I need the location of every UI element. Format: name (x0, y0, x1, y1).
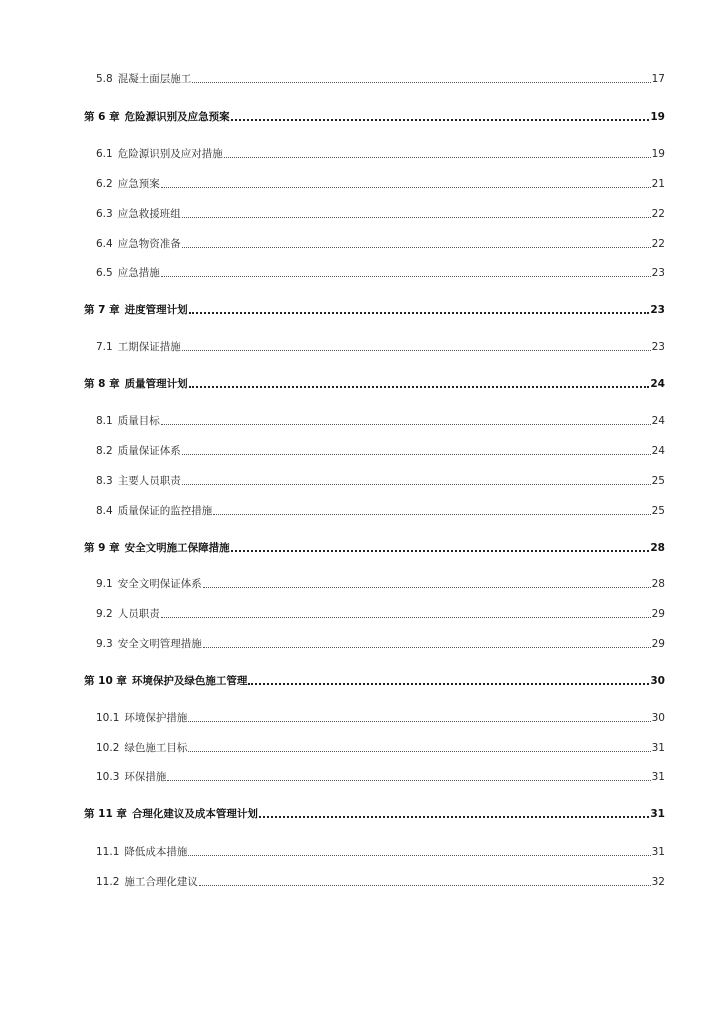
toc-page-number: 30 (651, 712, 665, 724)
toc-entry-number: 8.1 (96, 415, 113, 427)
toc-entry-text (96, 876, 198, 889)
toc-entry-number: 6.2 (96, 178, 113, 190)
toc-dot-leader (189, 312, 650, 314)
toc-chapter-entry[interactable] (0, 672, 724, 688)
toc-dot-leader (182, 217, 651, 218)
toc-entry-number: 7.1 (96, 341, 113, 353)
toc-page-number: 19 (650, 111, 665, 123)
toc-entry-title: 危险源识别及应对措施 (117, 148, 223, 160)
toc-dot-leader (182, 247, 651, 248)
toc-dot-leader (182, 454, 651, 455)
toc-entry-text (96, 445, 181, 458)
toc-entry-number: 第 11 章 (84, 808, 127, 820)
toc-page-number: 17 (651, 73, 665, 85)
toc-entry-text (96, 415, 160, 428)
toc-page-number: 25 (651, 475, 665, 487)
toc-page-number: 22 (651, 238, 665, 250)
toc-entry-text (84, 808, 258, 821)
toc-dot-leader (188, 751, 650, 752)
toc-entry-text (84, 675, 247, 688)
toc-entry-text (96, 208, 181, 221)
toc-section-entry[interactable] (0, 843, 724, 859)
toc-page-number: 31 (651, 846, 665, 858)
toc-section-entry[interactable] (0, 873, 724, 889)
toc-section-entry[interactable] (0, 442, 724, 458)
toc-entry-title: 环境保护措施 (124, 712, 188, 724)
toc-entry-text (96, 178, 160, 191)
toc-section-entry[interactable] (0, 635, 724, 651)
toc-page-number: 19 (651, 148, 665, 160)
toc-entry-title: 合理化建议及成本管理计划 (131, 808, 258, 820)
toc-dot-leader (224, 157, 651, 158)
toc-section-entry[interactable] (0, 709, 724, 725)
toc-section-entry[interactable] (0, 235, 724, 251)
toc-dot-leader (259, 816, 649, 818)
toc-dot-leader (189, 386, 650, 388)
toc-entry-text (96, 638, 202, 651)
toc-entry-title: 环保措施 (124, 771, 167, 783)
toc-entry-title: 质量保证的监控措施 (117, 505, 213, 517)
toc-entry-number: 8.3 (96, 475, 113, 487)
toc-dot-leader (161, 276, 651, 277)
toc-entry-number: 9.3 (96, 638, 113, 650)
toc-section-entry[interactable] (0, 145, 724, 161)
toc-section-entry[interactable] (0, 264, 724, 280)
toc-page-number: 22 (651, 208, 665, 220)
toc-entry-number: 11.2 (96, 876, 120, 888)
toc-page-number: 31 (651, 742, 665, 754)
toc-entry-title: 质量管理计划 (124, 378, 188, 390)
toc-dot-leader (182, 484, 651, 485)
toc-page-number: 23 (650, 304, 665, 316)
toc-section-entry[interactable] (0, 205, 724, 221)
toc-entry-title: 绿色施工目标 (124, 742, 188, 754)
toc-entry-text (96, 148, 223, 161)
toc-dot-leader (192, 82, 650, 83)
toc-entry-number: 第 8 章 (84, 378, 120, 390)
toc-entry-text (96, 475, 181, 488)
toc-entry-number: 10.2 (96, 742, 120, 754)
toc-page-number: 24 (651, 415, 665, 427)
toc-dot-leader (167, 780, 650, 781)
toc-chapter-entry[interactable] (0, 375, 724, 391)
toc-page-number: 24 (651, 445, 665, 457)
toc-entry-number: 6.1 (96, 148, 113, 160)
toc-entry-title: 环境保护及绿色施工管理 (131, 675, 248, 687)
toc-dot-leader (203, 587, 651, 588)
toc-dot-leader (188, 721, 650, 722)
toc-section-entry[interactable] (0, 338, 724, 354)
toc-section-entry[interactable] (0, 575, 724, 591)
toc-entry-text (84, 378, 188, 391)
toc-entry-title: 质量目标 (117, 415, 160, 427)
toc-entry-title: 施工合理化建议 (124, 876, 198, 888)
toc-section-entry[interactable] (0, 768, 724, 784)
toc-entry-title: 应急措施 (117, 267, 160, 279)
toc-entry-title: 质量保证体系 (117, 445, 181, 457)
toc-dot-leader (161, 187, 651, 188)
toc-entry-title: 混凝土面层施工 (117, 73, 192, 85)
toc-entry-text (96, 742, 187, 755)
toc-entry-number: 第 6 章 (84, 111, 120, 123)
toc-section-entry[interactable] (0, 175, 724, 191)
toc-entry-title: 危险源识别及应急预案 (124, 111, 230, 123)
toc-page-number: 21 (651, 178, 665, 190)
toc-section-entry[interactable] (0, 472, 724, 488)
toc-entry-text (84, 111, 230, 124)
toc-entry-text (96, 578, 202, 591)
toc-entry-number: 第 10 章 (84, 675, 127, 687)
toc-dot-leader (248, 683, 649, 685)
toc-entry-number: 5.8 (96, 73, 113, 85)
toc-dot-leader (188, 855, 650, 856)
toc-page-number: 29 (651, 638, 665, 650)
toc-chapter-entry[interactable] (0, 108, 724, 124)
toc-section-entry[interactable] (0, 70, 724, 86)
toc-dot-leader (161, 617, 651, 618)
toc-entry-text (96, 505, 212, 518)
toc-entry-text (84, 542, 230, 555)
toc-entry-text (96, 267, 160, 280)
toc-entry-number: 6.3 (96, 208, 113, 220)
toc-entry-text (96, 238, 181, 251)
toc-page-number: 32 (651, 876, 665, 888)
toc-entry-text (96, 608, 160, 621)
toc-section-entry[interactable] (0, 605, 724, 621)
toc-page-number: 29 (651, 608, 665, 620)
toc-entry-number: 8.4 (96, 505, 113, 517)
toc-dot-leader (182, 350, 651, 351)
toc-entry-number: 第 7 章 (84, 304, 120, 316)
toc-chapter-entry[interactable] (0, 301, 724, 317)
toc-dot-leader (231, 119, 650, 121)
toc-section-entry[interactable] (0, 502, 724, 518)
toc-page-number: 23 (651, 341, 665, 353)
toc-entry-number: 8.2 (96, 445, 113, 457)
toc-entry-title: 进度管理计划 (124, 304, 188, 316)
toc-page-number: 30 (650, 675, 665, 687)
toc-entry-number: 9.1 (96, 578, 113, 590)
toc-dot-leader (199, 885, 651, 886)
toc-entry-number: 11.1 (96, 846, 120, 858)
toc-entry-title: 应急预案 (117, 178, 160, 190)
toc-entry-text (96, 771, 166, 784)
toc-entry-number: 10.3 (96, 771, 120, 783)
toc-page-number: 28 (650, 542, 665, 554)
toc-chapter-entry[interactable] (0, 539, 724, 555)
toc-page-number: 31 (651, 771, 665, 783)
toc-entry-title: 主要人员职责 (117, 475, 181, 487)
toc-entry-title: 安全文明施工保障措施 (124, 542, 230, 554)
toc-entry-number: 6.4 (96, 238, 113, 250)
toc-dot-leader (161, 424, 651, 425)
toc-page-number: 24 (650, 378, 665, 390)
toc-entry-title: 人员职责 (117, 608, 160, 620)
toc-page-number: 23 (651, 267, 665, 279)
toc-dot-leader (203, 647, 651, 648)
toc-page-number: 28 (651, 578, 665, 590)
toc-page-number: 25 (651, 505, 665, 517)
toc-entry-title: 应急救援班组 (117, 208, 181, 220)
toc-entry-title: 安全文明保证体系 (117, 578, 202, 590)
toc-dot-leader (231, 550, 650, 552)
toc-chapter-entry[interactable] (0, 805, 724, 821)
toc-entry-number: 6.5 (96, 267, 113, 279)
toc-entry-title: 安全文明管理措施 (117, 638, 202, 650)
toc-entry-text (84, 304, 188, 317)
toc-page-number: 31 (650, 808, 665, 820)
toc-entry-title: 降低成本措施 (124, 846, 188, 858)
toc-entry-number: 10.1 (96, 712, 120, 724)
toc-entry-title: 工期保证措施 (117, 341, 181, 353)
toc-entry-text (96, 73, 191, 86)
toc-entry-number: 第 9 章 (84, 542, 120, 554)
toc-section-entry[interactable] (0, 412, 724, 428)
toc-entry-text (96, 341, 181, 354)
toc-entry-text (96, 712, 187, 725)
toc-dot-leader (213, 514, 650, 515)
toc-section-entry[interactable] (0, 739, 724, 755)
toc-entry-text (96, 846, 187, 859)
toc-entry-number: 9.2 (96, 608, 113, 620)
toc-entry-title: 应急物资准备 (117, 238, 181, 250)
